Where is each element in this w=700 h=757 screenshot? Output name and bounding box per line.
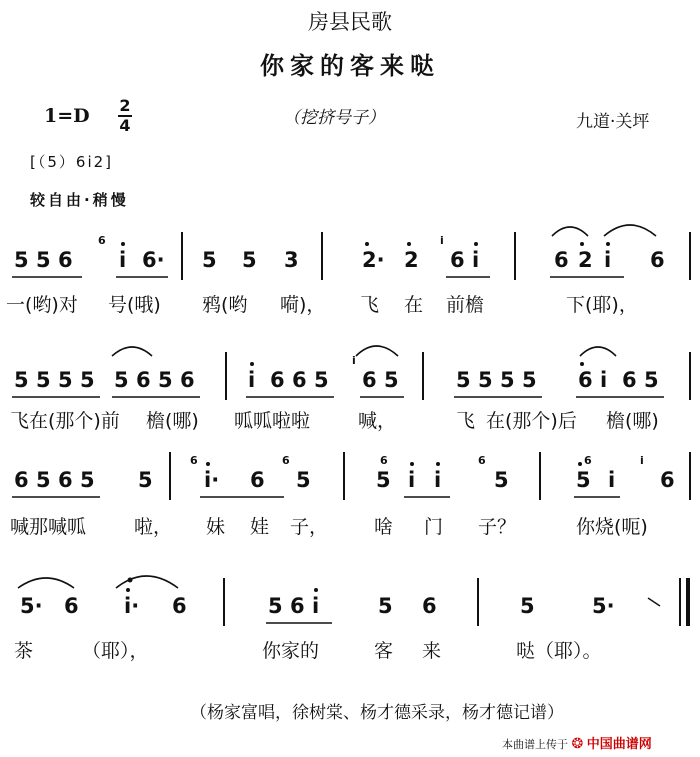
lyric: 檐(哪): [146, 410, 199, 432]
note: 5: [36, 368, 51, 392]
lyric: 你烧(呃): [576, 516, 648, 538]
note: i: [119, 248, 127, 272]
lyric: 啦，: [134, 516, 173, 538]
lyric: 妹: [206, 516, 226, 538]
svg-text:i: i: [440, 234, 444, 247]
note: 5: [36, 468, 51, 492]
note: 5: [478, 368, 493, 392]
note: 5: [520, 594, 535, 618]
lyric: 嗬)，: [280, 294, 326, 316]
note: 5: [314, 368, 329, 392]
note: 5: [384, 368, 399, 392]
note: 6: [58, 468, 73, 492]
lyric: 前檐: [446, 294, 485, 316]
footer-brand: 中国曲谱网: [586, 737, 652, 752]
note: 6: [250, 468, 265, 492]
note: 5: [114, 368, 129, 392]
note: 6: [650, 248, 665, 272]
note: 5: [268, 594, 283, 618]
lyric: 来: [422, 640, 442, 662]
underlines: [12, 277, 664, 623]
site-logo-icon: ❂: [571, 736, 584, 752]
note: 5: [644, 368, 659, 392]
lyric: 茶: [14, 640, 34, 662]
note: 5: [80, 368, 95, 392]
lyric: 啥: [374, 516, 394, 538]
note: 5: [378, 594, 393, 618]
note: 5: [296, 468, 311, 492]
svg-text:i: i: [640, 454, 644, 467]
lyric: 檐(哪): [606, 410, 659, 432]
slurs: [18, 225, 656, 588]
lyric: 子？: [478, 516, 517, 538]
note: i: [248, 368, 256, 392]
note: 6: [362, 368, 377, 392]
barlines: [170, 232, 690, 626]
note: 5: [138, 468, 153, 492]
svg-text:6: 6: [478, 454, 486, 467]
fermata: [128, 578, 660, 606]
lyric: 喊，: [358, 410, 397, 432]
lyric: 喊那喊呱: [10, 516, 87, 538]
lyric: （耶），: [82, 640, 149, 662]
note: i·: [124, 594, 140, 618]
note: 6: [64, 594, 79, 618]
note: 5: [494, 468, 509, 492]
note: i: [472, 248, 480, 272]
intro-notation: [（5）6i2]: [30, 153, 114, 171]
note: 6: [172, 594, 187, 618]
note: 5: [58, 368, 73, 392]
note: 5: [522, 368, 537, 392]
song-origin: 九道·关坪: [576, 112, 650, 132]
octave-dots: [121, 242, 610, 592]
lyric: 你家的: [262, 640, 320, 662]
note: 5: [242, 248, 257, 272]
note: 6: [292, 368, 307, 392]
lyric: 客: [374, 640, 394, 662]
note: 2: [578, 248, 593, 272]
lyric: 在(那个)后: [486, 410, 577, 432]
lyric: 下(耶)，: [566, 294, 638, 316]
note: 5: [576, 468, 591, 492]
note: 6: [270, 368, 285, 392]
collection-title: 房县民歌: [308, 10, 392, 34]
note: 3: [284, 248, 299, 272]
note: i: [312, 594, 320, 618]
note: 5: [202, 248, 217, 272]
meter-top: 2: [119, 96, 131, 115]
meter-bottom: 4: [119, 116, 131, 135]
note: i: [408, 468, 416, 492]
lyric: 飞: [360, 294, 380, 316]
lyric: 子，: [290, 516, 329, 538]
note: 2: [404, 248, 419, 272]
lyric: 哒（耶）。: [516, 640, 602, 662]
note: 6: [578, 368, 593, 392]
note: 6: [660, 468, 675, 492]
note: 5: [80, 468, 95, 492]
note: 5: [500, 368, 515, 392]
note: 6: [554, 248, 569, 272]
svg-text:6: 6: [282, 454, 290, 467]
song-subtitle: （挖挤号子）: [283, 108, 385, 128]
svg-text:6: 6: [380, 454, 388, 467]
song-title: 你家的客来哒: [260, 52, 440, 80]
credits: （杨家富唱，徐树棠、杨才德采录，杨才德记谱）: [190, 703, 564, 723]
note: 5: [158, 368, 173, 392]
note: i: [434, 468, 442, 492]
note: 5: [376, 468, 391, 492]
lyric: 在: [404, 294, 424, 316]
note: i: [604, 248, 612, 272]
note: 6: [450, 248, 465, 272]
lyric: 娃: [250, 516, 270, 538]
note: 6: [422, 594, 437, 618]
svg-text:i: i: [352, 354, 356, 367]
grace-notes: [98, 234, 644, 467]
note: 6: [58, 248, 73, 272]
note: 6: [136, 368, 151, 392]
svg-text:6: 6: [98, 234, 106, 247]
note: 6: [180, 368, 195, 392]
lyric: 飞: [456, 410, 476, 432]
svg-text:6: 6: [584, 454, 592, 467]
key-signature: 1=D: [44, 105, 90, 127]
lyric: 鸦(哟: [202, 294, 248, 316]
note: 6: [290, 594, 305, 618]
note: 6·: [142, 248, 165, 272]
note: i: [600, 368, 608, 392]
lyric: 飞在(那个)前: [10, 410, 120, 432]
lyric: 门: [424, 516, 444, 538]
lyric: 一(哟)对: [6, 294, 78, 316]
footer-prefix: 本曲谱上传于: [502, 738, 568, 751]
lyric: 呱呱啦啦: [234, 410, 311, 432]
note: 2·: [362, 248, 385, 272]
note: 5·: [20, 594, 43, 618]
note: 6: [14, 468, 29, 492]
note: 6: [622, 368, 637, 392]
footer: [502, 733, 652, 752]
tempo-marking: 较自由·稍慢: [30, 191, 129, 209]
svg-text:6: 6: [190, 454, 198, 467]
note: 5: [456, 368, 471, 392]
note: i·: [204, 468, 220, 492]
note: i: [608, 468, 616, 492]
note: 5: [14, 248, 29, 272]
note: 5·: [592, 594, 615, 618]
note: 5: [36, 248, 51, 272]
note: 5: [14, 368, 29, 392]
lyric: 号(哦): [108, 294, 161, 316]
